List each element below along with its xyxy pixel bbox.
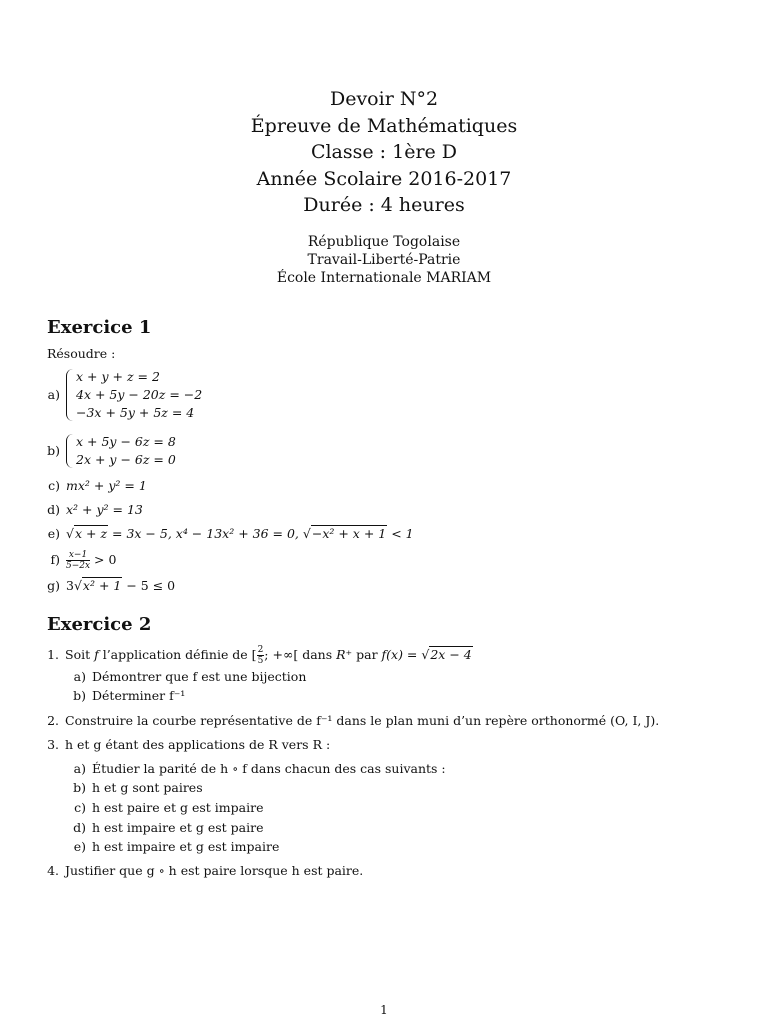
fraction-f-numerator: x−1 [66, 550, 90, 561]
system-a-eq3: −3x + 5y + 5z = 4 [76, 405, 195, 420]
question-3e [60, 838, 279, 856]
question-1b-text: Déterminer f⁻¹ [92, 688, 186, 703]
exercise-1-intro: Résoudre : [47, 346, 116, 361]
equation-d: x² + y² = 13 [66, 502, 143, 517]
radicand-g: x² + 1 [82, 578, 122, 593]
question-1-text: Soit [65, 647, 95, 662]
item-f [34, 550, 116, 571]
question-1a [60, 668, 306, 686]
sublabel-d: d) [73, 820, 86, 835]
duration-line: Durée : 4 heures [303, 194, 465, 216]
school-line: École Internationale MARIAM [276, 269, 492, 286]
question-1a-text: Démontrer que f est une bijection [92, 669, 307, 684]
system-a-eq2: 4x + 5y − 20z = −2 [76, 387, 203, 402]
country-line: République Togolaise [307, 233, 461, 250]
equation-e-middle: = 3x − 5, x⁴ − 13x² + 36 = 0, [108, 526, 303, 541]
question-3a-text: Étudier la parité de h ∘ f dans chacun des cas suivants : [92, 761, 446, 776]
sublabel-e: e) [73, 839, 86, 854]
question-3-text: h et g étant des applications de R vers R : [65, 737, 331, 752]
inequality-f-rest: > 0 [90, 552, 117, 567]
radical-sign: √ [421, 647, 430, 662]
question-1-text: l’application définie de [ [98, 647, 257, 662]
document-header [0, 86, 768, 287]
item-b [34, 433, 176, 469]
question-4 [35, 862, 363, 880]
question-3 [35, 736, 330, 754]
devoir-title: Devoir N°2 [329, 88, 439, 110]
sublabel-a: a) [73, 761, 86, 776]
sublabel-a: a) [73, 669, 86, 684]
radical-sign: √ [66, 526, 74, 541]
system-b [76, 433, 176, 469]
radical-sign: √ [302, 526, 311, 541]
set-r-plus: R⁺ [336, 647, 353, 662]
system-a [76, 368, 202, 422]
question-3-number: 3. [47, 737, 59, 752]
exercise-1-heading: Exercice 1 [47, 317, 152, 338]
label-g: g) [47, 578, 60, 593]
equation-e-end: < 1 [387, 526, 414, 541]
motto-line: Travail-Liberté-Patrie [307, 251, 461, 268]
fraction-numerator: 2 [257, 645, 264, 655]
fraction-denominator: 5 [257, 656, 264, 666]
question-3b [60, 779, 203, 797]
school-year-line: Année Scolaire 2016-2017 [256, 167, 512, 190]
question-1b [60, 687, 185, 705]
question-2-number: 2. [47, 713, 59, 728]
exercise-2-heading: Exercice 2 [47, 614, 152, 635]
radical-sign: √ [73, 578, 82, 593]
question-3a [60, 760, 446, 778]
question-1-text: par [352, 647, 382, 662]
item-g [34, 577, 175, 595]
function-expression: f(x) = [381, 647, 422, 662]
left-brace [66, 369, 73, 421]
question-1 [35, 645, 473, 666]
question-3d [60, 819, 263, 837]
coefficient-g: 3 [66, 578, 74, 593]
sublabel-b: b) [73, 688, 86, 703]
question-3d-text: h est impaire et g est paire [92, 820, 264, 835]
radicand-e2: −x² + x + 1 [311, 526, 387, 541]
left-brace [66, 434, 73, 468]
question-4-text: Justifier que g ∘ h est paire lorsque h est paire. [65, 863, 364, 878]
radicand-q1: 2x − 4 [430, 647, 472, 662]
fraction-f [66, 550, 90, 571]
radicand-e1: x + z [74, 526, 108, 541]
question-2 [35, 712, 659, 730]
system-a-eq1: x + y + z = 2 [76, 369, 160, 384]
label-e: e) [47, 526, 60, 541]
question-2-text: Construire la courbe représentative de f⁻¹ dans le plan muni d’un repère orthonormé (O, I, J). [65, 713, 660, 728]
label-f: f) [50, 552, 60, 567]
item-a [34, 368, 202, 422]
sublabel-b: b) [73, 780, 86, 795]
label-a: a) [47, 387, 60, 402]
question-3c-text: h est paire et g est impaire [92, 800, 264, 815]
label-b: b) [47, 443, 60, 458]
item-e [34, 525, 414, 543]
subject-title: Épreuve de Mathématiques [250, 114, 518, 137]
question-3e-text: h est impaire et g est impaire [92, 839, 280, 854]
page-number: 1 [380, 1003, 388, 1017]
question-1-number: 1. [47, 647, 59, 662]
function-f: f [94, 647, 99, 662]
question-4-number: 4. [47, 863, 59, 878]
equation-c: mx² + y² = 1 [66, 478, 147, 493]
fraction-f-denominator: 5−2x [66, 561, 91, 571]
item-d [34, 501, 143, 519]
system-b-eq2: 2x + y − 6z = 0 [76, 452, 176, 467]
question-3b-text: h et g sont paires [92, 780, 203, 795]
sublabel-c: c) [74, 800, 86, 815]
question-1-text: ; +∞[ dans [264, 647, 337, 662]
label-d: d) [47, 502, 60, 517]
item-c [34, 477, 147, 495]
class-line: Classe : 1ère D [310, 141, 458, 163]
inequality-g-rest: − 5 ≤ 0 [122, 578, 176, 593]
question-3c [60, 799, 263, 817]
system-b-eq1: x + 5y − 6z = 8 [76, 434, 176, 449]
label-c: c) [48, 478, 60, 493]
